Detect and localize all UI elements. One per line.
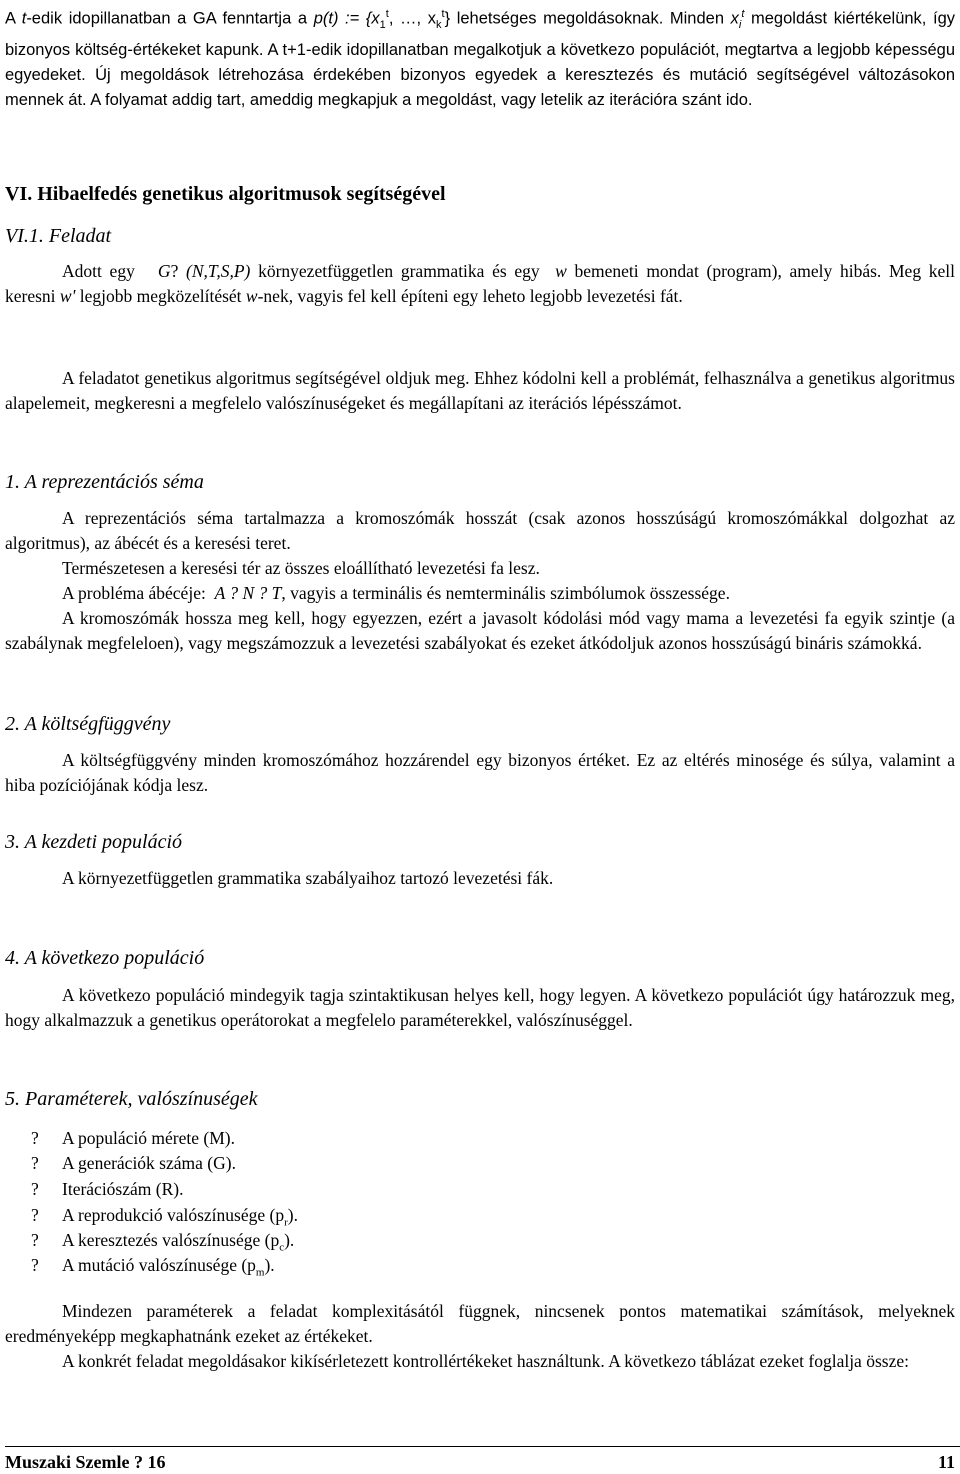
s1-title: 1. A reprezentációs séma — [5, 471, 204, 493]
s5-paragraph-1: Mindezen paraméterek a feladat komplexitásától függnek, nincsenek pontos matematikai számítások, melyeknek eredményeképp megkaphatnánk ezeket az értékeket. — [5, 1301, 955, 1346]
list-item: ? A reprodukció valószínusége $(p_r)$. — [31, 1205, 298, 1229]
s5-title: 5. Paraméterek, valószínuségek — [5, 1088, 258, 1110]
footer-journal: Muszaki Szemle ? 16 — [5, 1452, 166, 1472]
list-item: ? A keresztezés valószínusége $(p_c)$. — [31, 1230, 295, 1254]
list-item: ? Iterációszám (R). — [31, 1179, 184, 1199]
task-paragraph-2: A feladatot genetikus algoritmus segítségével oldjuk meg. Ehhez kódolni kell a problémát, felhasználva a genetikus algoritmus alapelemeit, megkeresni a megfelelo valószínuségeket és megállapítani az iterációs lépésszámot. — [5, 368, 955, 413]
s1-paragraph-1: A reprezentációs séma tartalmazza a kromoszómák hosszát (csak azonos hosszúságú kromoszómákkal dolgozhat az algoritmus), az ábécét és a keresési teret. — [5, 508, 955, 553]
section-title: VI. Hibaelfedés genetikus algoritmusok segítségével — [5, 183, 446, 205]
list-item: ? A generációk száma (G). — [31, 1153, 236, 1173]
s3-paragraph-1: A környezetfüggetlen grammatika szabályaihoz tartozó levezetési fák. — [62, 868, 554, 888]
task-paragraph-1: Adott egy G? (N,T,S,P) környezetfüggetlen grammatika és egy w bemeneti mondat (program), amely hibás. Meg kell keresni w' legjobb megközelítését w-nek, vagyis fel kell építeni egy leheto legjobb levezetési fát. — [5, 261, 956, 306]
list-item: ? A mutáció valószínusége $(p_m)$. — [31, 1255, 275, 1279]
list-item: ? A populáció mérete (M). — [31, 1128, 236, 1148]
s3-title: 3. A kezdeti populáció — [5, 831, 183, 853]
s1-paragraph-3: A probléma ábécéje: A ? N ? T, vagyis a terminális és nemterminális szimbólumok összessége. — [62, 583, 730, 603]
s2-paragraph-1: A költségfüggvény minden kromoszómához hozzárendel egy bizonyos értéket. Ez az eltérés minosége és súlya, valamint a hiba pozíciójának kódja lesz. — [5, 750, 955, 795]
s1-paragraph-2: Természetesen a keresési tér az összes eloállítható levezetési fa lesz. — [62, 558, 540, 578]
s5-paragraph-2: A konkrét feladat megoldásakor kikísérletezett kontrollértékeket használtunk. A következo táblázat ezeket foglalja össze: — [62, 1351, 909, 1371]
footer-rule — [5, 1446, 960, 1447]
intro-paragraph: A t-edik idopillanatban a GA fenntartja a p(t) := {$x_1^t$, …, $x_k^t$} lehetséges megoldásoknak. Minden $x_i^t$ megoldást kiértékelünk, így bizonyos költség-értékeket kapunk. A t+1-edik idopillanatban megalkotjuk a következo populációt, megtartva a legjobb képességu egyedeket. Új megoldások létrehozása érdekében bizonyos egyedek a keresztezés és mutáció segítségével változásokon mennek át. A folyamat addig tart, ameddig megkapjuk a megoldást, vagy letelik az iterációra szánt ido. — [5, 8, 956, 109]
section-subtitle: VI.1. Feladat — [5, 225, 112, 247]
s4-paragraph-1: A következo populáció mindegyik tagja szintaktikusan helyes kell, hogy legyen. A következo populációt úgy határozzuk meg, hogy alkalmazzuk a genetikus operátorokat a megfelelo paraméterekkel, valószínuséggel. — [5, 985, 955, 1030]
s1-paragraph-4: A kromoszómák hossza meg kell, hogy egyezzen, ezért a javasolt kódolási mód vagy mama a levezetési fa egyik szintje (a szabálynak megfeleloen), vagy megszámozzuk a levezetési szabályokat és ezeket átkódoljuk azonos hosszúságú bináris számokká. — [5, 608, 955, 653]
s4-title: 4. A következo populáció — [5, 947, 205, 969]
footer-page-number: 11 — [937, 1452, 955, 1472]
s2-title: 2. A költségfüggvény — [5, 713, 171, 735]
